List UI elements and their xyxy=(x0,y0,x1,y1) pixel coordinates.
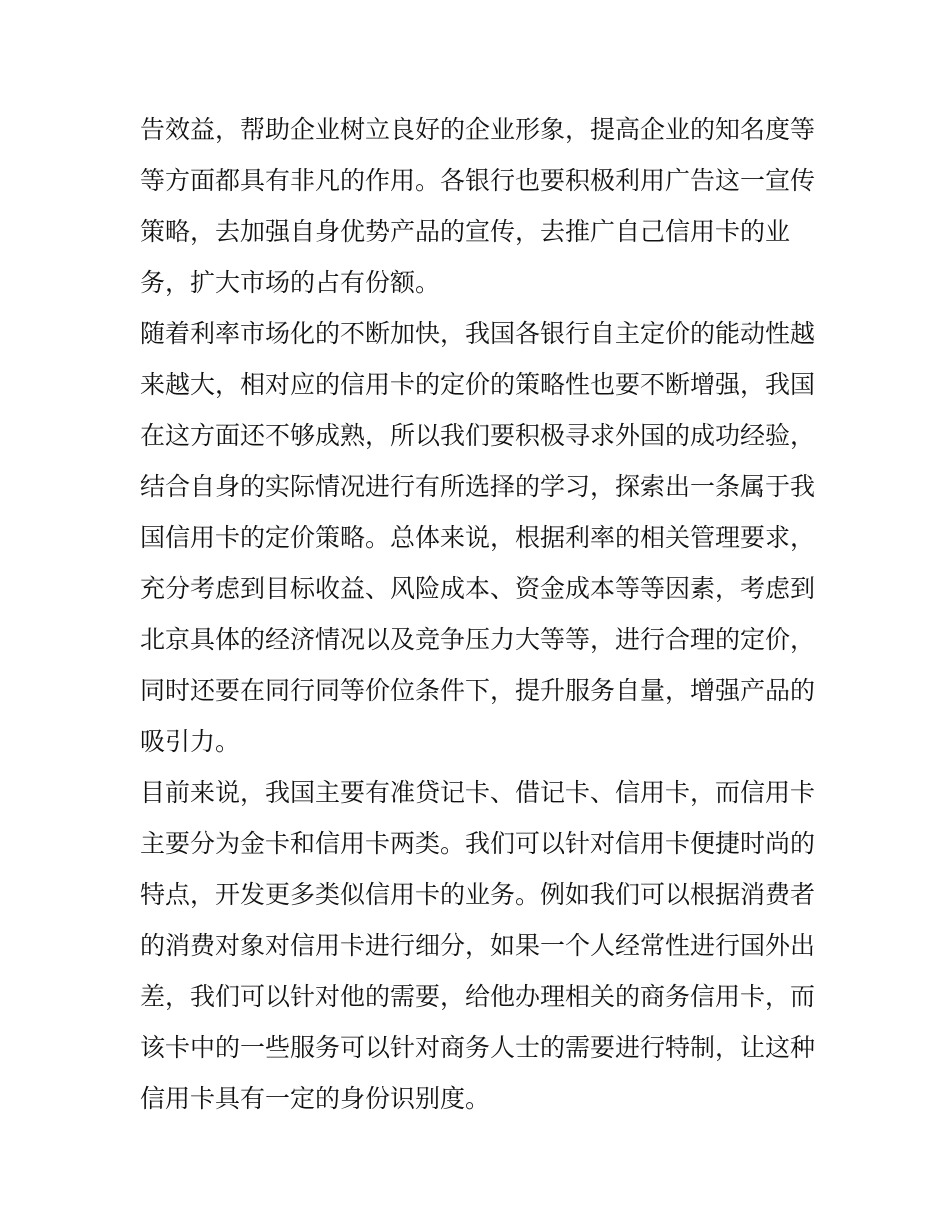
text-line: 北京具体的经济情况以及竞争压力大等等，进行合理的定价， xyxy=(140,625,816,654)
text-line: 结合自身的实际情况进行有所选择的学习，探索出一条属于我 xyxy=(140,472,816,501)
text-line: 等方面都具有非凡的作用。各银行也要积极利用广告这一宣传 xyxy=(140,166,816,195)
text-line: 同时还要在同行同等价位条件下，提升服务自量，增强产品的 xyxy=(140,676,816,705)
text-line: 告效益，帮助企业树立良好的企业形象，提高企业的知名度等 xyxy=(140,115,816,144)
text-line: 来越大，相对应的信用卡的定价的策略性也要不断增强，我国 xyxy=(140,370,816,399)
paragraph-1 xyxy=(140,104,820,308)
paragraph-2 xyxy=(140,308,820,767)
text-line: 目前来说，我国主要有准贷记卡、借记卡、信用卡，而信用卡 xyxy=(140,778,816,807)
text-line: 务，扩大市场的占有份额。 xyxy=(140,268,441,297)
text-line: 吸引力。 xyxy=(140,727,241,756)
text-line: 信用卡具有一定的身份识别度。 xyxy=(140,1084,491,1113)
text-line: 在这方面还不够成熟，所以我们要积极寻求外国的成功经验， xyxy=(140,421,816,450)
text-line: 差，我们可以针对他的需要，给他办理相关的商务信用卡，而 xyxy=(140,982,816,1011)
text-line: 主要分为金卡和信用卡两类。我们可以针对信用卡便捷时尚的 xyxy=(140,829,816,858)
text-line: 特点，开发更多类似信用卡的业务。例如我们可以根据消费者 xyxy=(140,880,816,909)
paragraph-3 xyxy=(140,767,820,1124)
text-line: 国信用卡的定价策略。总体来说，根据利率的相关管理要求， xyxy=(140,523,816,552)
text-line: 随着利率市场化的不断加快，我国各银行自主定价的能动性越 xyxy=(140,319,816,348)
document-page xyxy=(140,104,820,1124)
text-line: 该卡中的一些服务可以针对商务人士的需要进行特制，让这种 xyxy=(140,1033,816,1062)
text-line: 的消费对象对信用卡进行细分，如果一个人经常性进行国外出 xyxy=(140,931,816,960)
text-line: 策略，去加强自身优势产品的宣传，去推广自己信用卡的业 xyxy=(140,217,791,246)
text-line: 充分考虑到目标收益、风险成本、资金成本等等因素，考虑到 xyxy=(140,574,816,603)
